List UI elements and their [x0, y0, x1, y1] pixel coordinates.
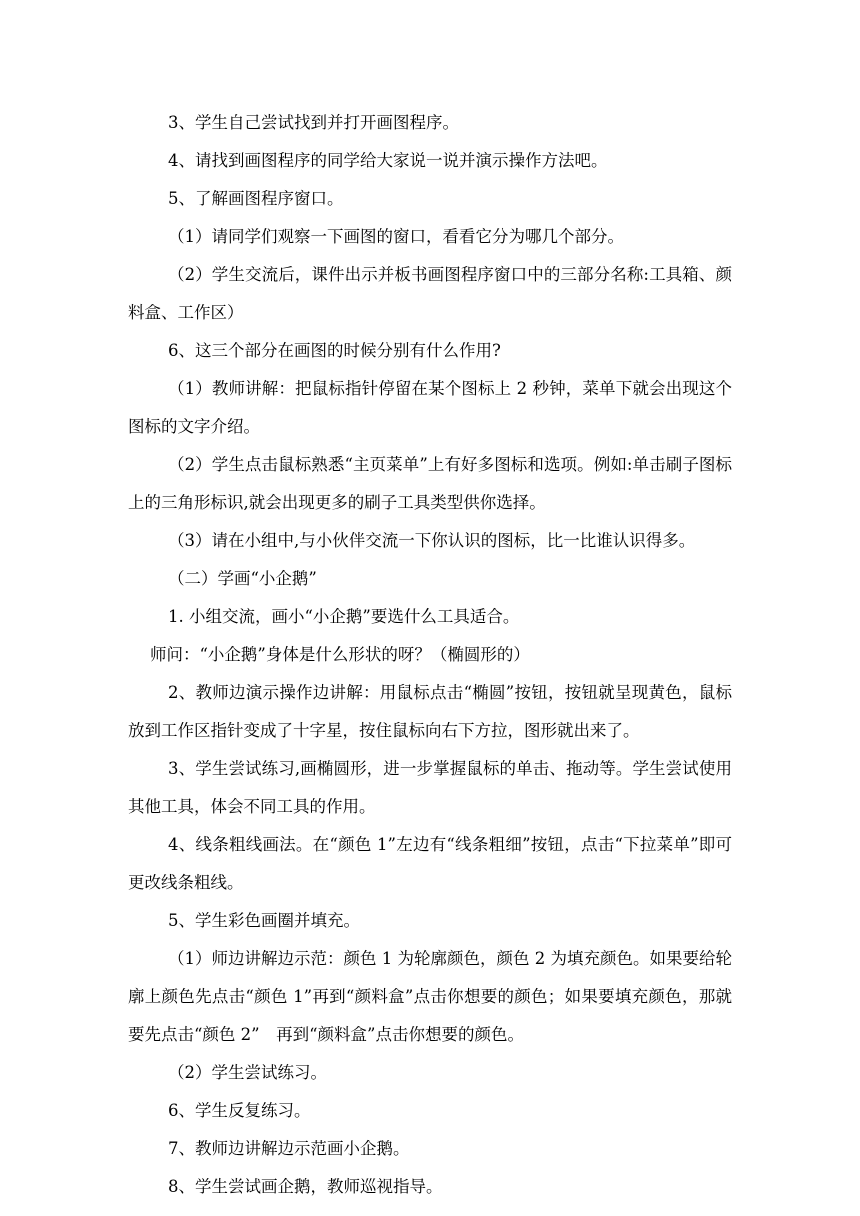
penguin-step-5: 5、学生彩色画圈并填充。 [168, 911, 360, 930]
step-3-open-paint: 3、学生自己尝试找到并打开画图程序。 [168, 113, 459, 132]
step-4-demo-operation: 4、请找到画图程序的同学给大家说一说并演示操作方法吧。 [168, 151, 608, 170]
step-5-understand-window: 5、了解画图程序窗口。 [168, 189, 344, 208]
step-5-sub-1: （1）请同学们观察一下画图的窗口，看看它分为哪几个部分。 [168, 227, 624, 246]
penguin-step-5-sub-2: （2）学生尝试练习。 [168, 1063, 327, 1082]
penguin-step-1: 1. 小组交流，画小“小企鹅”要选什么工具适合。 [168, 607, 520, 626]
penguin-step-7: 7、教师边讲解边示范画小企鹅。 [168, 1139, 410, 1158]
teacher-question: 师问：“小企鹅”身体是什么形状的呀？（椭圆形的） [150, 645, 530, 664]
penguin-step-2: 2、教师边演示操作边讲解：用鼠标点击“椭圆”按钮，按钮就呈现黄色，鼠标放到工作区指针变成了十字星，按住鼠标向右下方拉，图形就出来了。 [128, 683, 732, 740]
document-body [128, 104, 732, 1206]
penguin-step-3: 3、学生尝试练习,画椭圆形，进一步掌握鼠标的单击、拖动等。学生尝试使用其他工具，体会不同工具的作用。 [128, 759, 732, 816]
step-5-sub-2: （2）学生交流后，课件出示并板书画图程序窗口中的三部分名称:工具箱、颜料盒、工作区） [128, 265, 732, 322]
section-heading-penguin: （二）学画“小企鹅” [168, 569, 317, 588]
step-6-sub-1: （1）教师讲解：把鼠标指针停留在某个图标上 2 秒钟，菜单下就会出现这个图标的文字介绍。 [128, 379, 732, 436]
penguin-step-6: 6、学生反复练习。 [168, 1101, 311, 1120]
penguin-step-8: 8、学生尝试画企鹅，教师巡视指导。 [168, 1177, 443, 1196]
step-6-sub-2: （2）学生点击鼠标熟悉“主页菜单”上有好多图标和选项。例如:单击刷子图标上的三角形标识,就会出现更多的刷子工具类型供你选择。 [128, 455, 732, 512]
step-6-sub-3: （3）请在小组中,与小伙伴交流一下你认识的图标，比一比谁认识得多。 [168, 531, 696, 550]
step-6-functions: 6、这三个部分在画图的时候分别有什么作用? [168, 341, 501, 360]
penguin-step-5-sub-1: （1）师边讲解边示范：颜色 1 为轮廓颜色，颜色 2 为填充颜色。如果要给轮廓上颜色先点击“颜色 1”再到“颜料盒”点击你想要的颜色；如果要填充颜色，那就要先点击“颜色 2” 再到“颜料盒”点击你想要的颜色。 [128, 949, 732, 1044]
penguin-step-4: 4、线条粗线画法。在“颜色 1”左边有“线条粗细”按钮，点击“下拉菜单”即可更改线条粗线。 [128, 835, 732, 892]
